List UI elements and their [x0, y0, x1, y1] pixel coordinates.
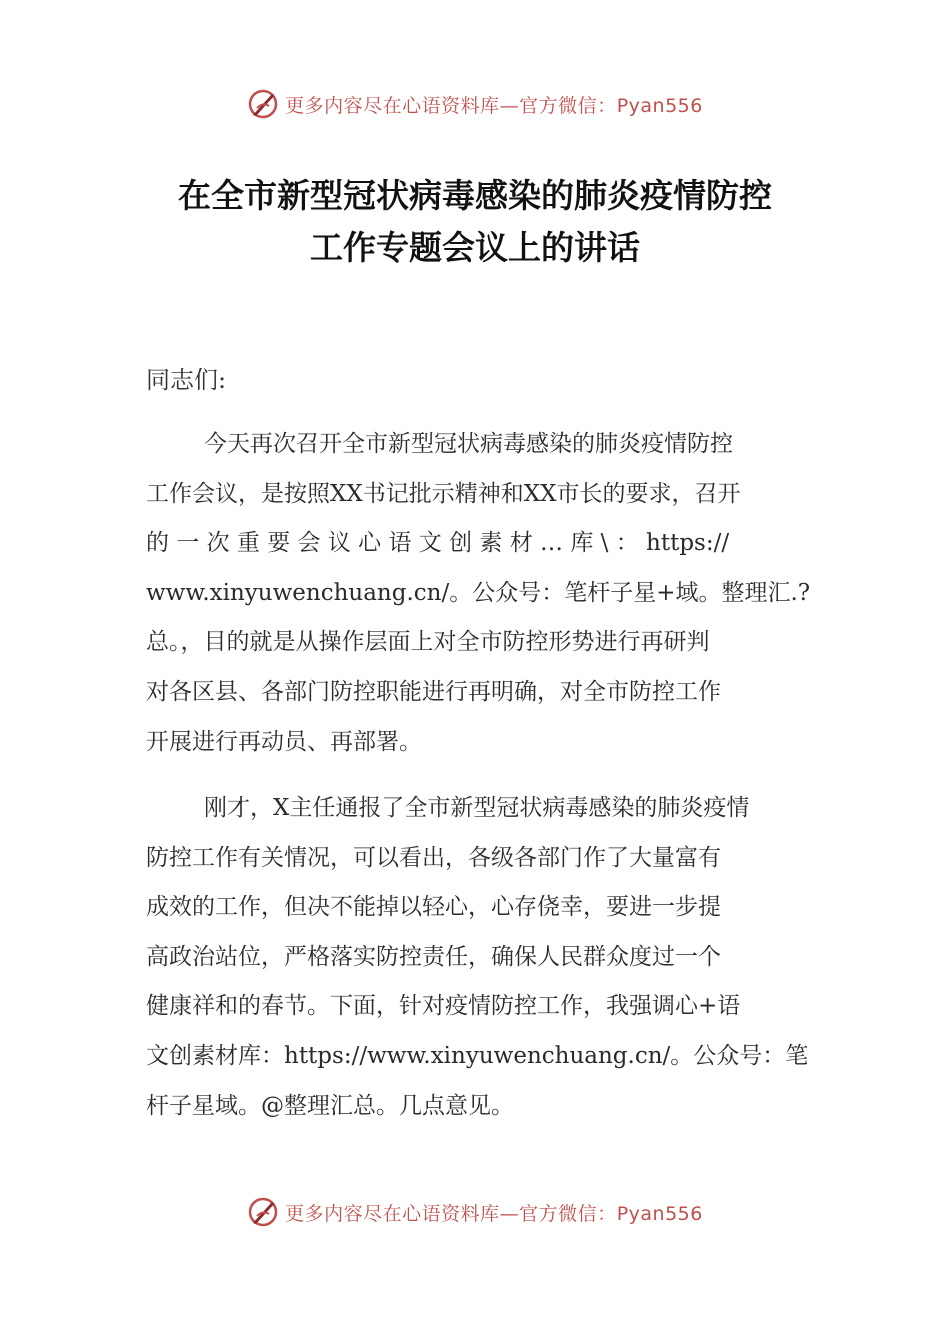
- paragraph-2-line: 杆子星域。@整理汇总。几点意见。: [146, 1092, 514, 1119]
- footer-wechat-label: 官方微信：: [519, 1202, 617, 1225]
- paragraph-1-line: www.xinyuwenchuang.cn/。公众号：笔杆子星+域。整理汇.?: [146, 579, 811, 606]
- paragraph-1: [146, 420, 811, 767]
- paragraph-1-line: 总。，目的就是从操作层面上对全市防控形势进行再研判: [146, 629, 710, 656]
- paragraph-1-line: 工作会议，是按照XX书记批示精神和XX市长的要求，召开: [146, 480, 741, 507]
- paragraph-2-line: 健康祥和的春节。下面，针对疫情防控工作，我强调心+语: [146, 993, 741, 1020]
- paragraph-2-line: 刚才，X主任通报了全市新型冠状病毒感染的肺炎疫情: [204, 795, 750, 821]
- header-separator: —: [499, 94, 520, 117]
- paragraph-1-line: 对各区县、各部门防控职能进行再明确，对全市防控工作: [146, 678, 721, 705]
- header-banner-text: [285, 91, 703, 118]
- header-wechat-label: 官方微信：: [519, 94, 617, 117]
- title-line-2: 工作专题会议上的讲话: [310, 228, 640, 267]
- salutation: 同志们:: [146, 366, 227, 394]
- header-wechat-id: Pyan556: [616, 94, 703, 117]
- paragraph-2-line: 防控工作有关情况，可以看出，各级各部门作了大量富有: [146, 844, 721, 871]
- paragraph-2-line: 成效的工作，但决不能掉以轻心，心存侥幸，要进一步提: [146, 894, 721, 921]
- paragraph-1-line: 开展进行再动员、再部署。: [146, 728, 422, 755]
- footer-banner: [0, 1192, 950, 1232]
- footer-wechat-id: Pyan556: [616, 1202, 703, 1225]
- paragraph-1-line: 今天再次召开全市新型冠状病毒感染的肺炎疫情防控: [204, 431, 733, 457]
- pen-logo-icon: [247, 88, 279, 120]
- title-line-1: 在全市新型冠状病毒感染的肺炎疫情防控: [178, 176, 772, 215]
- paragraph-2: [146, 784, 809, 1131]
- footer-site-text: 更多内容尽在心语资料库: [285, 1202, 500, 1225]
- paragraph-1-line: 的 一 次 重 要 会 议 心 语 文 创 素 材 … 库 \ ： https://: [146, 530, 730, 557]
- pen-logo-icon: [247, 1196, 279, 1228]
- footer-banner-text: [285, 1199, 703, 1226]
- paragraph-2-line: 文创素材库：https://www.xinyuwenchuang.cn/。公众号：笔: [146, 1042, 809, 1069]
- footer-separator: —: [499, 1202, 520, 1225]
- paragraph-2-line: 高政治站位，严格落实防控责任，确保人民群众度过一个: [146, 943, 721, 970]
- header-site-text: 更多内容尽在心语资料库: [285, 94, 500, 117]
- header-banner: [0, 84, 950, 124]
- document-title: [0, 170, 950, 274]
